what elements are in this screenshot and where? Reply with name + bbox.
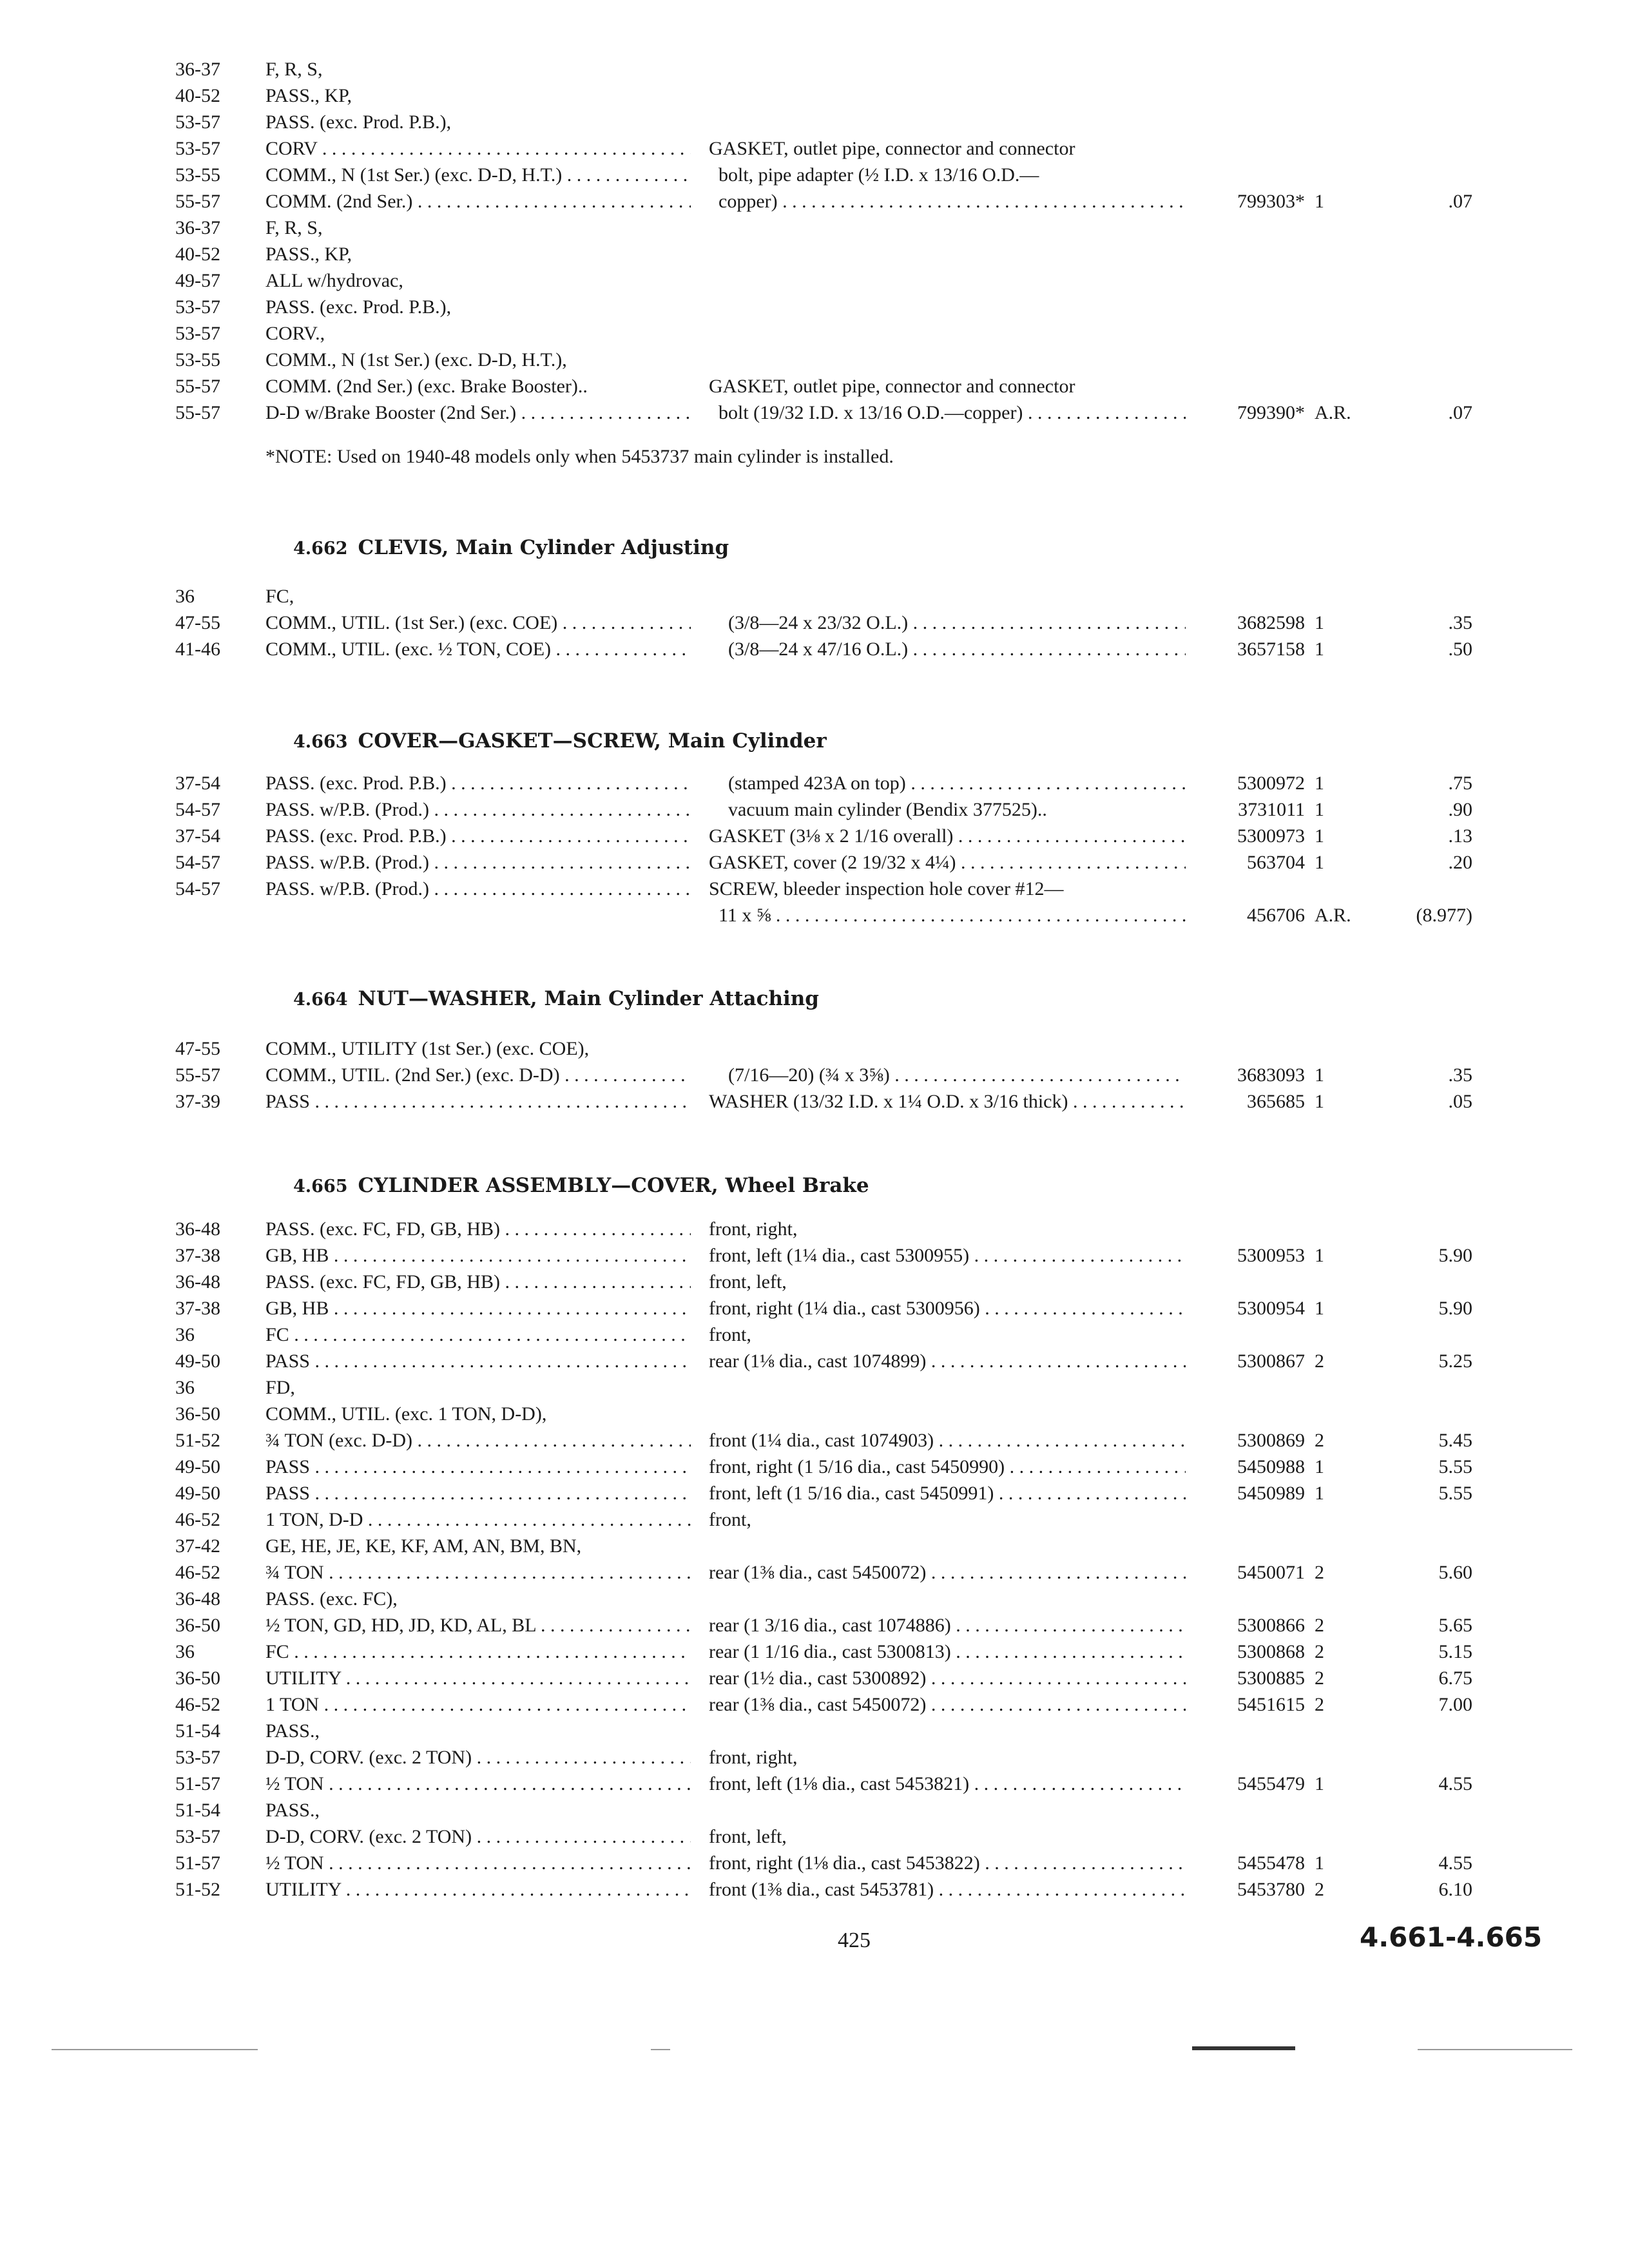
quantity-cell: 1 [1315,799,1324,820]
description-cell: rear (1⅛ dia., cast 1074899) . . . [709,1349,1186,1374]
catalog-row [0,850,1629,876]
years-cell: 36-48 [175,1271,220,1293]
catalog-row [0,771,1629,796]
catalog-row [0,162,1629,188]
model-cell: COMM., N (1st Ser.) (exc. D-D, H.T.), [265,349,567,370]
catalog-row [0,1296,1629,1321]
model-cell: PASS. (exc. Prod. P.B.) . . . [265,771,691,796]
catalog-row [0,294,1629,320]
catalog-row [0,1269,1629,1295]
part-number-cell: 5450989 [1237,1483,1305,1504]
model-cell: PASS . . . [265,1089,691,1115]
part-number-cell: 456706 [1247,905,1305,926]
description-cell: front, left, [709,1271,787,1293]
quantity-cell: 1 [1315,639,1324,660]
description-cell: front, right (1⅛ dia., cast 5453822) . . . [709,1850,1186,1876]
model-cell: 1 TON . . . [265,1692,691,1718]
part-number-cell: 3682598 [1237,612,1305,633]
years-cell: 36-48 [175,1588,220,1610]
quantity-cell: A.R. [1315,905,1351,926]
model-cell: PASS., [265,1800,320,1821]
description-cell: GASKET, cover (2 19/32 x 4¼) . . . [709,850,1186,876]
quantity-cell: 1 [1315,191,1324,212]
model-cell: F, R, S, [265,59,323,80]
part-number-cell: 5300953 [1237,1245,1305,1266]
description-cell: GASKET, outlet pipe, connector and connector [709,138,1075,159]
years-cell: 41-46 [175,639,220,660]
price-cell: 5.15 [1438,1641,1472,1662]
model-cell: FD, [265,1377,295,1398]
price-cell: .50 [1448,639,1472,660]
years-cell: 55-57 [175,191,220,212]
catalog-row [0,57,1629,82]
price-cell: 5.65 [1438,1615,1472,1636]
years-cell: 55-57 [175,402,220,423]
catalog-row [0,374,1629,399]
model-cell: COMM., UTILITY (1st Ser.) (exc. COE), [265,1038,590,1059]
quantity-cell: 1 [1315,1064,1324,1086]
price-cell: (8.977) [1416,905,1472,926]
description-cell: rear (1 1/16 dia., cast 5300813) . . . [709,1639,1186,1665]
model-cell: PASS. w/P.B. (Prod.) . . . [265,850,691,876]
part-number-cell: 563704 [1247,852,1305,873]
scan-smudge [651,2049,670,2050]
description-cell: front, right (1¼ dia., cast 5300956) . . . [709,1296,1186,1321]
years-cell: 40-52 [175,244,220,265]
model-cell: ½ TON . . . [265,1850,691,1876]
catalog-row [0,610,1629,636]
model-cell: FC . . . [265,1322,691,1348]
model-cell: ½ TON, GD, HD, JD, KD, AL, BL . . . [265,1613,691,1639]
catalog-row [0,1798,1629,1823]
description-cell: copper) . . . [709,189,1186,215]
model-cell: COMM., N (1st Ser.) (exc. D-D, H.T.) . . . [265,162,691,188]
years-cell: 53-57 [175,1826,220,1847]
catalog-row [0,110,1629,135]
catalog-row [0,1850,1629,1876]
quantity-cell: 2 [1315,1641,1324,1662]
years-cell: 55-57 [175,1064,220,1086]
years-cell: 54-57 [175,852,220,873]
model-cell: ALL w/hydrovac, [265,270,403,291]
catalog-row [0,1216,1629,1242]
scan-smudge [52,2049,258,2050]
quantity-cell: 2 [1315,1350,1324,1372]
quantity-cell: 2 [1315,1879,1324,1900]
section-number: 4.665 [293,1177,348,1196]
price-cell: 5.45 [1438,1430,1472,1451]
model-cell: COMM., UTIL. (exc. 1 TON, D-D), [265,1403,547,1425]
price-cell: .35 [1448,1064,1472,1086]
model-cell: PASS . . . [265,1454,691,1480]
description-cell: rear (1⅜ dia., cast 5450072) . . . [709,1560,1186,1586]
catalog-row [0,797,1629,823]
description-cell: (7/16—20) (¾ x 3⅝) . . . [709,1062,1186,1088]
years-cell: 36 [175,586,195,607]
years-cell: 36-37 [175,59,220,80]
years-cell: 46-52 [175,1562,220,1583]
price-cell: 5.90 [1438,1245,1472,1266]
part-number-cell: 5300885 [1237,1667,1305,1689]
quantity-cell: 2 [1315,1615,1324,1636]
catalog-row [0,1401,1629,1427]
model-cell: PASS . . . [265,1481,691,1506]
years-cell: 53-57 [175,111,220,133]
footnote: *NOTE: Used on 1940-48 models only when 5453737 main cylinder is installed. [265,446,894,467]
catalog-row [0,1533,1629,1559]
section-number: 4.664 [293,990,348,1010]
years-cell: 51-54 [175,1720,220,1742]
price-cell: .20 [1448,852,1472,873]
model-cell: UTILITY . . . [265,1877,691,1903]
model-cell: CORV . . . [265,136,691,162]
quantity-cell: 2 [1315,1667,1324,1689]
model-cell: UTILITY . . . [265,1666,691,1691]
catalog-row [0,637,1629,662]
price-cell: .90 [1448,799,1472,820]
years-cell: 54-57 [175,878,220,899]
description-cell: WASHER (13/32 I.D. x 1¼ O.D. x 3/16 thick) . . . [709,1089,1186,1115]
quantity-cell: 1 [1315,773,1324,794]
description-cell: rear (1⅜ dia., cast 5450072) . . . [709,1692,1186,1718]
section-heading [293,728,827,755]
years-cell: 36-50 [175,1615,220,1636]
quantity-cell: 1 [1315,852,1324,873]
price-cell: .07 [1448,191,1472,212]
catalog-row [0,136,1629,162]
description-cell: bolt, pipe adapter (½ I.D. x 13/16 O.D.— [709,164,1039,186]
description-cell: GASKET (3⅛ x 2 1/16 overall) . . . [709,823,1186,849]
part-number-cell: 799303* [1237,191,1305,212]
years-cell: 49-57 [175,270,220,291]
model-cell: GB, HB . . . [265,1243,691,1269]
part-number-cell: 5300954 [1237,1298,1305,1319]
model-cell: D-D w/Brake Booster (2nd Ser.) . . . [265,400,691,426]
scan-smudge [1418,2049,1572,2050]
catalog-row [0,347,1629,373]
part-number-cell: 5300868 [1237,1641,1305,1662]
model-cell: COMM. (2nd Ser.) (exc. Brake Booster).. [265,376,588,397]
model-cell: PASS. (exc. Prod. P.B.), [265,296,452,318]
years-cell: 53-57 [175,296,220,318]
price-cell: 7.00 [1438,1694,1472,1715]
section-range: 4.661-4.665 [1360,1921,1543,1953]
catalog-row [0,1036,1629,1062]
years-cell: 37-42 [175,1535,220,1557]
description-cell: front, right, [709,1747,798,1768]
quantity-cell: 1 [1315,1091,1324,1112]
catalog-row [0,268,1629,294]
price-cell: 5.55 [1438,1456,1472,1477]
price-cell: 6.75 [1438,1667,1472,1689]
section-number: 4.662 [293,539,348,559]
catalog-row [0,876,1629,902]
years-cell: 37-54 [175,825,220,847]
years-cell: 37-54 [175,773,220,794]
catalog-row [0,1771,1629,1797]
part-number-cell: 3731011 [1238,799,1305,820]
catalog-row [0,1507,1629,1533]
price-cell: 4.55 [1438,1852,1472,1874]
description-cell: rear (1½ dia., cast 5300892) . . . [709,1666,1186,1691]
model-cell: PASS. (exc. FC, FD, GB, HB) . . . [265,1269,691,1295]
years-cell: 37-38 [175,1245,220,1266]
model-cell: F, R, S, [265,217,323,238]
description-cell: front, left (1¼ dia., cast 5300955) . . . [709,1243,1186,1269]
section-title: COVER—GASKET—SCREW, Main Cylinder [358,729,827,753]
description-cell: front, right, [709,1218,798,1240]
years-cell: 36 [175,1377,195,1398]
model-cell: COMM., UTIL. (exc. ½ TON, COE) . . . [265,637,691,662]
model-cell: PASS., KP, [265,85,352,106]
years-cell: 51-54 [175,1800,220,1821]
part-number-cell: 5455479 [1237,1773,1305,1794]
years-cell: 49-50 [175,1456,220,1477]
description-cell: vacuum main cylinder (Bendix 377525).. [709,799,1047,820]
catalog-row [0,823,1629,849]
price-cell: .05 [1448,1091,1472,1112]
catalog-row [0,1243,1629,1269]
part-number-cell: 5300972 [1237,773,1305,794]
catalog-row [0,1375,1629,1401]
model-cell: PASS. (exc. FC), [265,1588,398,1610]
years-cell: 36-50 [175,1667,220,1689]
catalog-row [0,1586,1629,1612]
years-cell: 53-57 [175,323,220,344]
catalog-row [0,1062,1629,1088]
part-number-cell: 5451615 [1237,1694,1305,1715]
catalog-row [0,1613,1629,1639]
catalog-row [0,189,1629,215]
model-cell: ½ TON . . . [265,1771,691,1797]
years-cell: 47-55 [175,612,220,633]
catalog-row [0,1745,1629,1771]
scan-smudge [1192,2046,1295,2050]
years-cell: 51-52 [175,1430,220,1451]
section-heading [293,535,729,562]
years-cell: 49-50 [175,1350,220,1372]
quantity-cell: 2 [1315,1694,1324,1715]
part-number-cell: 365685 [1247,1091,1305,1112]
model-cell: 1 TON, D-D . . . [265,1507,691,1533]
quantity-cell: 2 [1315,1562,1324,1583]
model-cell: D-D, CORV. (exc. 2 TON) . . . [265,1824,691,1850]
model-cell: PASS . . . [265,1349,691,1374]
price-cell: 5.55 [1438,1483,1472,1504]
price-cell: .35 [1448,612,1472,633]
years-cell: 37-39 [175,1091,220,1112]
catalog-row [0,1349,1629,1374]
price-cell: 6.10 [1438,1879,1472,1900]
catalog-row [0,1560,1629,1586]
quantity-cell: 1 [1315,1852,1324,1874]
catalog-row [0,1718,1629,1744]
description-cell: front, left (1 5/16 dia., cast 5450991) . . . [709,1481,1186,1506]
catalog-row [0,1666,1629,1691]
years-cell: 51-57 [175,1852,220,1874]
model-cell: PASS., KP, [265,244,352,265]
model-cell: PASS. (exc. FC, FD, GB, HB) . . . [265,1216,691,1242]
model-cell: COMM., UTIL. (1st Ser.) (exc. COE) . . . [265,610,691,636]
section-heading [293,1173,869,1200]
description-cell: GASKET, outlet pipe, connector and connector [709,376,1075,397]
years-cell: 51-57 [175,1773,220,1794]
years-cell: 47-55 [175,1038,220,1059]
years-cell: 53-57 [175,138,220,159]
catalog-row [0,1322,1629,1348]
quantity-cell: 1 [1315,1773,1324,1794]
description-cell: 11 x ⅝ . . . [709,903,1186,928]
model-cell: COMM. (2nd Ser.) . . . [265,189,691,215]
description-cell: (3/8—24 x 47/16 O.L.) . . . [709,637,1186,662]
catalog-row [0,215,1629,241]
years-cell: 37-38 [175,1298,220,1319]
description-cell: SCREW, bleeder inspection hole cover #12— [709,878,1064,899]
section-heading [293,986,819,1013]
years-cell: 55-57 [175,376,220,397]
part-number-cell: 5450071 [1237,1562,1305,1583]
model-cell: GB, HB . . . [265,1296,691,1321]
catalog-row [0,1639,1629,1665]
catalog-row [0,1428,1629,1454]
model-cell: CORV., [265,323,325,344]
description-cell: front, left, [709,1826,787,1847]
description-cell: front, right (1 5/16 dia., cast 5450990) . . . [709,1454,1186,1480]
years-cell: 36 [175,1324,195,1345]
description-cell: front, [709,1324,751,1345]
model-cell: GE, HE, JE, KE, KF, AM, AN, BM, BN, [265,1535,582,1557]
years-cell: 36-48 [175,1218,220,1240]
quantity-cell: 1 [1315,612,1324,633]
quantity-cell: 1 [1315,1456,1324,1477]
model-cell: D-D, CORV. (exc. 2 TON) . . . [265,1745,691,1771]
description-cell: bolt (19/32 I.D. x 13/16 O.D.—copper) . . . [709,400,1186,426]
years-cell: 46-52 [175,1694,220,1715]
catalog-row [0,242,1629,267]
page-number: 425 [838,1928,871,1952]
years-cell: 36-37 [175,217,220,238]
catalog-row [0,83,1629,109]
years-cell: 36 [175,1641,195,1662]
model-cell: PASS. (exc. Prod. P.B.), [265,111,452,133]
description-cell: (stamped 423A on top) . . . [709,771,1186,796]
section-title: CYLINDER ASSEMBLY—COVER, Wheel Brake [358,1174,869,1197]
catalog-row [0,1692,1629,1718]
catalog-row [0,1481,1629,1506]
quantity-cell: 1 [1315,1245,1324,1266]
part-number-cell: 5300869 [1237,1430,1305,1451]
description-cell: front, left (1⅛ dia., cast 5453821) . . . [709,1771,1186,1797]
price-cell: 5.60 [1438,1562,1472,1583]
model-cell: ¾ TON (exc. D-D) . . . [265,1428,691,1454]
catalog-row [0,903,1629,928]
catalog-row [0,400,1629,426]
part-number-cell: 5450988 [1237,1456,1305,1477]
model-cell: PASS., [265,1720,320,1742]
part-number-cell: 3657158 [1237,639,1305,660]
years-cell: 46-52 [175,1509,220,1530]
catalog-row [0,1089,1629,1115]
catalog-row [0,321,1629,347]
part-number-cell: 5455478 [1237,1852,1305,1874]
section-title: NUT—WASHER, Main Cylinder Attaching [358,987,819,1010]
price-cell: .75 [1448,773,1472,794]
model-cell: COMM., UTIL. (2nd Ser.) (exc. D-D) . . . [265,1062,691,1088]
description-cell: front (1¼ dia., cast 1074903) . . . [709,1428,1186,1454]
years-cell: 40-52 [175,85,220,106]
description-cell: (3/8—24 x 23/32 O.L.) . . . [709,610,1186,636]
part-number-cell: 5453780 [1237,1879,1305,1900]
price-cell: .13 [1448,825,1472,847]
price-cell: .07 [1448,402,1472,423]
years-cell: 54-57 [175,799,220,820]
quantity-cell: 2 [1315,1430,1324,1451]
model-cell: FC, [265,586,294,607]
model-cell: PASS. w/P.B. (Prod.) . . . [265,876,691,902]
catalog-row [0,584,1629,610]
quantity-cell: A.R. [1315,402,1351,423]
catalog-row [0,1824,1629,1850]
catalog-row [0,1454,1629,1480]
years-cell: 53-55 [175,164,220,186]
section-number: 4.663 [293,732,348,752]
part-number-cell: 3683093 [1237,1064,1305,1086]
part-number-cell: 5300867 [1237,1350,1305,1372]
section-title: CLEVIS, Main Cylinder Adjusting [358,536,729,559]
years-cell: 36-50 [175,1403,220,1425]
model-cell: PASS. (exc. Prod. P.B.) . . . [265,823,691,849]
quantity-cell: 1 [1315,825,1324,847]
description-cell: rear (1 3/16 dia., cast 1074886) . . . [709,1613,1186,1639]
catalog-row [0,1877,1629,1903]
years-cell: 53-55 [175,349,220,370]
years-cell: 53-57 [175,1747,220,1768]
quantity-cell: 1 [1315,1298,1324,1319]
model-cell: FC . . . [265,1639,691,1665]
years-cell: 49-50 [175,1483,220,1504]
part-number-cell: 5300866 [1237,1615,1305,1636]
model-cell: ¾ TON . . . [265,1560,691,1586]
price-cell: 5.90 [1438,1298,1472,1319]
quantity-cell: 1 [1315,1483,1324,1504]
description-cell: front, [709,1509,751,1530]
part-number-cell: 5300973 [1237,825,1305,847]
price-cell: 4.55 [1438,1773,1472,1794]
description-cell: front (1⅜ dia., cast 5453781) . . . [709,1877,1186,1903]
price-cell: 5.25 [1438,1350,1472,1372]
part-number-cell: 799390* [1237,402,1305,423]
model-cell: PASS. w/P.B. (Prod.) . . . [265,797,691,823]
years-cell: 51-52 [175,1879,220,1900]
